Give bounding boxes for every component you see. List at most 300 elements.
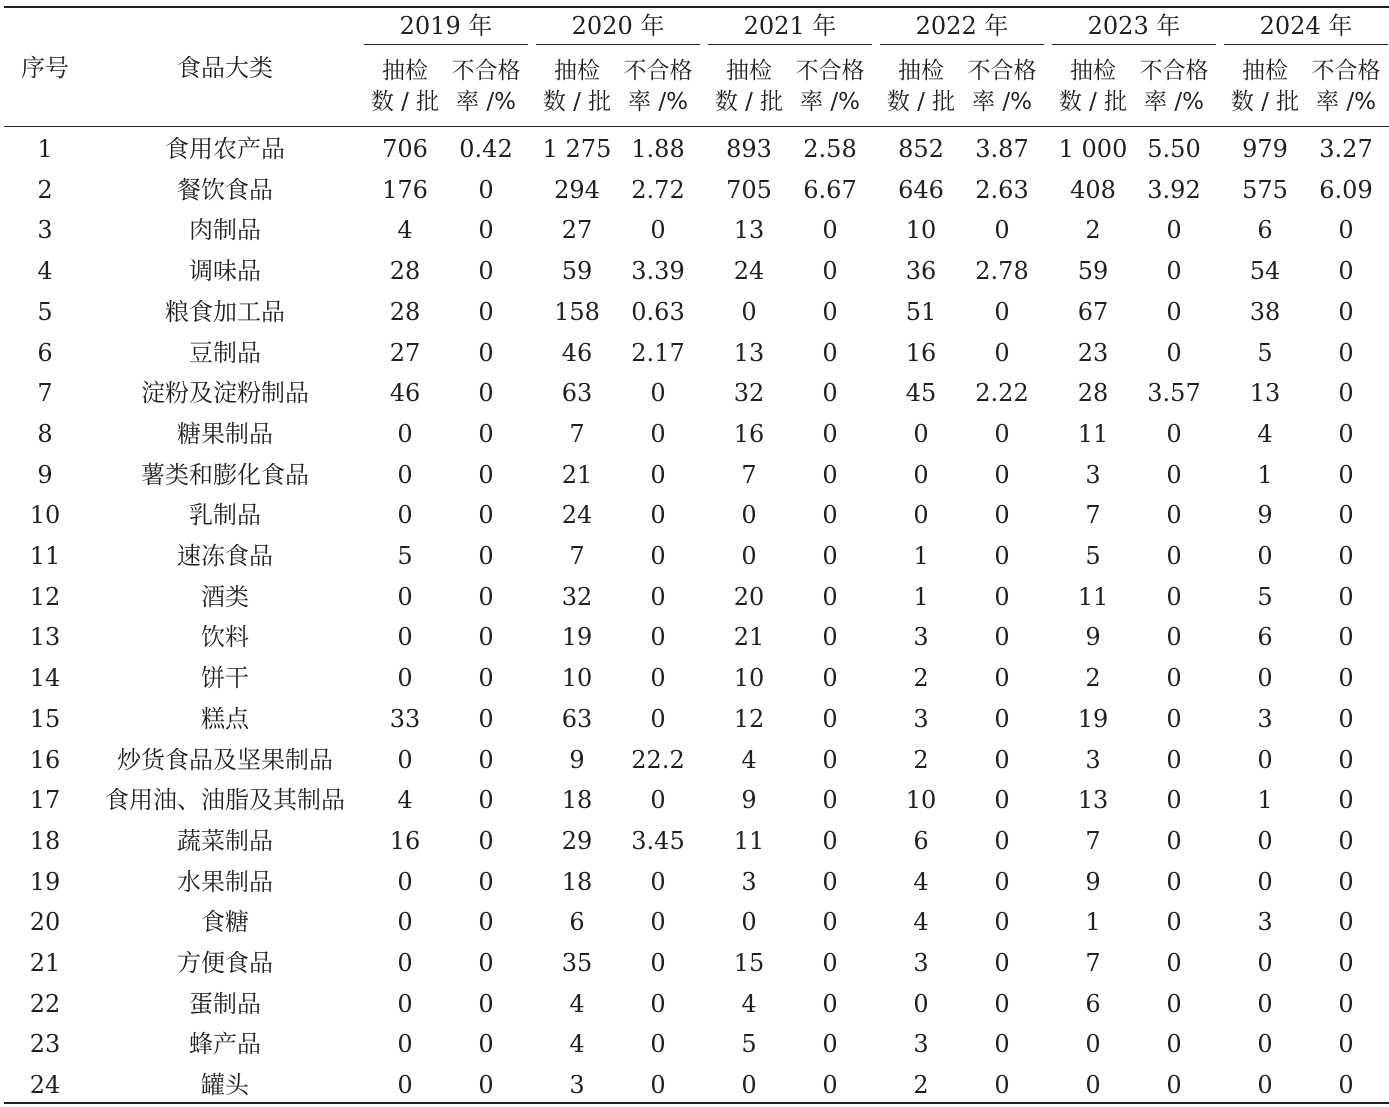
cell-fail-rate: 5.50: [1147, 135, 1201, 163]
header-fail-rate-line: 率 /%: [800, 89, 860, 115]
cell-sample-count: 11: [1077, 582, 1109, 611]
cell-sample-count: 29: [561, 826, 593, 855]
cell-fail-rate: 0: [650, 786, 666, 815]
row-index: 21: [29, 949, 61, 977]
row-index: 9: [37, 460, 53, 489]
header-sample-count: [715, 56, 783, 118]
cell-sample-count: 45: [905, 379, 937, 408]
cell-sample-count: 20: [733, 582, 765, 611]
cell-sample-count: 1: [913, 582, 929, 611]
header-year: 2024 年: [1259, 12, 1353, 40]
cell-fail-rate: 3.87: [975, 135, 1029, 163]
row-category: 豆制品: [189, 338, 261, 367]
cell-fail-rate: 3.92: [1147, 175, 1201, 204]
cell-sample-count: 2: [1085, 664, 1101, 693]
cell-sample-count: 9: [1257, 501, 1273, 530]
cell-fail-rate: 0: [478, 949, 494, 977]
row-index: 2: [37, 175, 53, 204]
cell-sample-count: 11: [733, 826, 765, 855]
cell-fail-rate: 0: [478, 501, 494, 530]
cell-fail-rate: 2.78: [975, 257, 1029, 286]
cell-fail-rate: 0: [478, 989, 494, 1018]
row-index: 14: [29, 664, 61, 693]
cell-sample-count: 12: [733, 704, 765, 733]
header-fail-rate-line: 不合格: [795, 58, 865, 84]
header-sample-count: [1231, 56, 1299, 118]
row-index: 5: [37, 297, 53, 326]
row-category: 方便食品: [177, 949, 273, 977]
cell-fail-rate: 0: [1338, 826, 1354, 855]
cell-fail-rate: 2.17: [631, 338, 685, 367]
cell-sample-count: 158: [554, 297, 600, 326]
cell-sample-count: 16: [733, 419, 765, 448]
cell-fail-rate: 0: [994, 908, 1010, 937]
cell-sample-count: 0: [397, 1071, 413, 1100]
cell-sample-count: 1 000: [1058, 135, 1128, 163]
header-sample-count: [543, 56, 611, 118]
cell-sample-count: 13: [1249, 379, 1281, 408]
header-index: 序号: [21, 54, 69, 82]
cell-sample-count: 2: [1085, 216, 1101, 245]
cell-sample-count: 705: [726, 175, 772, 204]
cell-sample-count: 4: [913, 867, 929, 896]
row-category: 饮料: [201, 623, 249, 652]
header-fail-rate-line: 率 /%: [456, 89, 516, 115]
cell-fail-rate: 0: [994, 1030, 1010, 1059]
cell-fail-rate: 0: [1338, 989, 1354, 1018]
header-year: 2019 年: [399, 12, 493, 40]
row-index: 15: [29, 704, 61, 733]
cell-fail-rate: 0: [1338, 297, 1354, 326]
cell-fail-rate: 0: [1166, 949, 1182, 977]
cell-fail-rate: 0: [478, 542, 494, 570]
row-category: 淀粉及淀粉制品: [141, 379, 309, 408]
cell-sample-count: 63: [561, 704, 593, 733]
cell-fail-rate: 6.67: [803, 175, 857, 204]
cell-fail-rate: 0: [1338, 908, 1354, 937]
year-underline: [1224, 44, 1388, 45]
cell-fail-rate: 0: [478, 297, 494, 326]
cell-fail-rate: 0: [478, 1030, 494, 1059]
row-category: 食用农产品: [165, 135, 285, 163]
header-fail-rate: [968, 56, 1037, 118]
cell-fail-rate: 0: [994, 338, 1010, 367]
cell-sample-count: 4: [1257, 419, 1273, 448]
row-category: 糖果制品: [177, 419, 273, 448]
cell-fail-rate: 3.39: [631, 257, 685, 286]
cell-fail-rate: 0: [650, 704, 666, 733]
cell-fail-rate: 0: [994, 989, 1010, 1018]
cell-sample-count: 24: [561, 501, 593, 530]
cell-fail-rate: 0: [1338, 216, 1354, 245]
cell-fail-rate: 0: [994, 582, 1010, 611]
cell-sample-count: 4: [569, 989, 585, 1018]
cell-fail-rate: 0: [822, 704, 838, 733]
cell-fail-rate: 0: [994, 1071, 1010, 1100]
cell-fail-rate: 0: [1166, 1071, 1182, 1100]
cell-sample-count: 19: [1077, 704, 1109, 733]
cell-fail-rate: 3.45: [631, 826, 685, 855]
cell-sample-count: 10: [561, 664, 593, 693]
header-sample-count-line: 抽检: [554, 58, 600, 84]
row-index: 4: [37, 257, 53, 286]
cell-fail-rate: 0: [1166, 908, 1182, 937]
cell-sample-count: 3: [1257, 704, 1273, 733]
row-category: 肉制品: [189, 216, 261, 245]
header-category: 食品大类: [177, 54, 273, 82]
row-category: 饼干: [201, 664, 249, 693]
cell-sample-count: 4: [741, 989, 757, 1018]
cell-sample-count: 4: [741, 745, 757, 774]
cell-sample-count: 46: [389, 379, 421, 408]
row-index: 12: [29, 582, 61, 611]
cell-sample-count: 5: [1257, 338, 1273, 367]
cell-sample-count: 32: [561, 582, 593, 611]
cell-sample-count: 9: [1085, 867, 1101, 896]
header-fail-rate-line: 率 /%: [1316, 89, 1376, 115]
cell-fail-rate: 0: [994, 867, 1010, 896]
cell-fail-rate: 0: [650, 216, 666, 245]
cell-fail-rate: 0: [650, 419, 666, 448]
cell-sample-count: 5: [741, 1030, 757, 1059]
cell-fail-rate: 0: [1166, 297, 1182, 326]
cell-fail-rate: 0: [822, 582, 838, 611]
cell-sample-count: 0: [397, 501, 413, 530]
cell-fail-rate: 0: [650, 1071, 666, 1100]
cell-fail-rate: 0: [1338, 460, 1354, 489]
cell-sample-count: 2: [913, 1071, 929, 1100]
cell-sample-count: 9: [741, 786, 757, 815]
row-index: 18: [29, 826, 61, 855]
cell-sample-count: 0: [1257, 664, 1273, 693]
cell-sample-count: 4: [913, 908, 929, 937]
cell-fail-rate: 0: [1166, 786, 1182, 815]
cell-fail-rate: 0: [822, 867, 838, 896]
cell-fail-rate: 0: [1166, 542, 1182, 570]
cell-fail-rate: 0: [478, 908, 494, 937]
cell-sample-count: 0: [397, 745, 413, 774]
header-sample-count-line: 数 / 批: [1058, 89, 1128, 115]
cell-sample-count: 0: [913, 460, 929, 489]
cell-fail-rate: 0: [1166, 664, 1182, 693]
cell-fail-rate: 0: [478, 786, 494, 815]
cell-sample-count: 10: [905, 216, 937, 245]
header-year: 2022 年: [915, 12, 1009, 40]
cell-sample-count: 0: [741, 908, 757, 937]
cell-sample-count: 16: [389, 826, 421, 855]
cell-sample-count: 6: [1085, 989, 1101, 1018]
year-underline: [1052, 44, 1216, 45]
cell-fail-rate: 0: [478, 419, 494, 448]
cell-fail-rate: 0: [1166, 867, 1182, 896]
cell-sample-count: 19: [561, 623, 593, 652]
cell-fail-rate: 0: [1338, 745, 1354, 774]
cell-sample-count: 3: [569, 1071, 585, 1100]
cell-fail-rate: 2.63: [975, 175, 1029, 204]
cell-fail-rate: 0: [994, 704, 1010, 733]
cell-fail-rate: 0: [822, 623, 838, 652]
header-sample-count: [371, 56, 439, 118]
header-sample-count-line: 数 / 批: [370, 89, 440, 115]
cell-fail-rate: 0: [994, 419, 1010, 448]
cell-sample-count: 2: [913, 664, 929, 693]
cell-fail-rate: 0: [994, 786, 1010, 815]
row-category: 炒货食品及坚果制品: [117, 745, 333, 774]
cell-sample-count: 0: [397, 664, 413, 693]
row-index: 7: [37, 379, 53, 408]
cell-fail-rate: 2.22: [975, 379, 1029, 408]
cell-fail-rate: 0: [1338, 419, 1354, 448]
cell-sample-count: 0: [397, 582, 413, 611]
cell-sample-count: 27: [561, 216, 593, 245]
cell-sample-count: 13: [733, 338, 765, 367]
cell-sample-count: 16: [905, 338, 937, 367]
cell-sample-count: 6: [1257, 216, 1273, 245]
cell-sample-count: 0: [913, 989, 929, 1018]
cell-sample-count: 15: [733, 949, 765, 977]
cell-fail-rate: 22.2: [631, 745, 685, 774]
cell-sample-count: 0: [397, 623, 413, 652]
cell-sample-count: 46: [561, 338, 593, 367]
cell-sample-count: 0: [1257, 826, 1273, 855]
cell-sample-count: 4: [397, 786, 413, 815]
row-category: 酒类: [201, 582, 249, 611]
header-fail-rate-line: 率 /%: [972, 89, 1032, 115]
cell-fail-rate: 0: [822, 908, 838, 937]
cell-fail-rate: 0: [650, 460, 666, 489]
cell-sample-count: 0: [1257, 867, 1273, 896]
cell-fail-rate: 0: [478, 704, 494, 733]
row-index: 11: [29, 542, 61, 570]
cell-sample-count: 11: [1077, 419, 1109, 448]
cell-sample-count: 2: [913, 745, 929, 774]
row-category: 蜂产品: [189, 1030, 261, 1059]
cell-fail-rate: 0: [994, 949, 1010, 977]
cell-fail-rate: 0: [478, 257, 494, 286]
cell-fail-rate: 0: [1338, 704, 1354, 733]
cell-sample-count: 294: [554, 175, 600, 204]
cell-sample-count: 0: [397, 867, 413, 896]
row-index: 17: [29, 786, 61, 815]
year-underline: [536, 44, 700, 45]
cell-fail-rate: 0: [994, 664, 1010, 693]
cell-fail-rate: 0: [994, 216, 1010, 245]
cell-sample-count: 0: [1257, 989, 1273, 1018]
cell-fail-rate: 0: [1166, 704, 1182, 733]
cell-sample-count: 0: [741, 1071, 757, 1100]
cell-sample-count: 24: [733, 257, 765, 286]
cell-fail-rate: 6.09: [1319, 175, 1373, 204]
cell-fail-rate: 0: [822, 216, 838, 245]
cell-fail-rate: 0: [1166, 216, 1182, 245]
header-fail-rate: [624, 56, 693, 118]
cell-sample-count: 7: [1085, 501, 1101, 530]
cell-sample-count: 63: [561, 379, 593, 408]
cell-sample-count: 28: [389, 257, 421, 286]
row-index: 6: [37, 338, 53, 367]
row-index: 16: [29, 745, 61, 774]
cell-sample-count: 0: [1257, 542, 1273, 570]
cell-sample-count: 5: [397, 542, 413, 570]
row-category: 薯类和膨化食品: [141, 460, 309, 489]
cell-sample-count: 7: [1085, 826, 1101, 855]
cell-fail-rate: 0: [650, 542, 666, 570]
row-category: 糕点: [201, 704, 249, 733]
cell-fail-rate: 0: [822, 989, 838, 1018]
cell-sample-count: 67: [1077, 297, 1109, 326]
cell-fail-rate: 0: [1166, 338, 1182, 367]
header-fail-rate-line: 率 /%: [1144, 89, 1204, 115]
cell-sample-count: 51: [905, 297, 937, 326]
cell-fail-rate: 0: [478, 175, 494, 204]
cell-sample-count: 32: [733, 379, 765, 408]
cell-fail-rate: 2.58: [803, 135, 857, 163]
cell-sample-count: 0: [1257, 745, 1273, 774]
row-index: 20: [29, 908, 61, 937]
cell-fail-rate: 0: [994, 542, 1010, 570]
header-sample-count-line: 数 / 批: [714, 89, 784, 115]
cell-fail-rate: 0: [1166, 826, 1182, 855]
cell-sample-count: 7: [569, 419, 585, 448]
cell-sample-count: 0: [913, 501, 929, 530]
header-sample-count-line: 抽检: [726, 58, 772, 84]
header-year: 2020 年: [571, 12, 665, 40]
cell-sample-count: 979: [1242, 135, 1288, 163]
header-year: 2021 年: [743, 12, 837, 40]
cell-fail-rate: 0: [650, 664, 666, 693]
row-index: 10: [29, 501, 61, 530]
cell-sample-count: 35: [561, 949, 593, 977]
row-category: 速冻食品: [177, 542, 273, 570]
cell-fail-rate: 0: [1338, 338, 1354, 367]
cell-fail-rate: 0: [994, 745, 1010, 774]
cell-sample-count: 176: [382, 175, 428, 204]
cell-sample-count: 28: [1077, 379, 1109, 408]
cell-fail-rate: 0: [478, 745, 494, 774]
cell-fail-rate: 0: [650, 501, 666, 530]
row-category: 餐饮食品: [177, 175, 273, 204]
header-fail-rate: [452, 56, 521, 118]
row-index: 8: [37, 419, 53, 448]
cell-sample-count: 3: [913, 1030, 929, 1059]
header-sample-count-line: 数 / 批: [886, 89, 956, 115]
cell-sample-count: 59: [561, 257, 593, 286]
cell-fail-rate: 0: [478, 623, 494, 652]
cell-sample-count: 27: [389, 338, 421, 367]
cell-sample-count: 1: [913, 542, 929, 570]
cell-sample-count: 0: [741, 297, 757, 326]
cell-fail-rate: 0: [822, 1071, 838, 1100]
cell-sample-count: 3: [913, 949, 929, 977]
header-bottom-rule: [4, 126, 1389, 127]
cell-fail-rate: 0: [822, 257, 838, 286]
cell-sample-count: 18: [561, 786, 593, 815]
cell-sample-count: 28: [389, 297, 421, 326]
cell-sample-count: 0: [397, 949, 413, 977]
cell-fail-rate: 0.42: [459, 135, 513, 163]
cell-sample-count: 706: [382, 135, 428, 163]
cell-sample-count: 18: [561, 867, 593, 896]
header-fail-rate-line: 不合格: [967, 58, 1037, 84]
cell-fail-rate: 0: [822, 297, 838, 326]
cell-sample-count: 3: [913, 623, 929, 652]
cell-fail-rate: 0: [1338, 786, 1354, 815]
cell-fail-rate: 0: [650, 623, 666, 652]
header-fail-rate-line: 不合格: [1311, 58, 1381, 84]
row-index: 24: [29, 1071, 61, 1100]
cell-fail-rate: 0: [1166, 623, 1182, 652]
cell-sample-count: 6: [569, 908, 585, 937]
cell-sample-count: 0: [741, 542, 757, 570]
cell-sample-count: 33: [389, 704, 421, 733]
cell-fail-rate: 0: [1338, 501, 1354, 530]
cell-sample-count: 13: [1077, 786, 1109, 815]
cell-fail-rate: 0: [822, 1030, 838, 1059]
cell-fail-rate: 0: [1166, 460, 1182, 489]
row-category: 食糖: [201, 908, 249, 937]
cell-fail-rate: 2.72: [631, 175, 685, 204]
header-year: 2023 年: [1087, 12, 1181, 40]
cell-sample-count: 0: [397, 460, 413, 489]
row-index: 19: [29, 867, 61, 896]
cell-sample-count: 5: [1085, 542, 1101, 570]
cell-fail-rate: 0: [1338, 867, 1354, 896]
cell-sample-count: 1: [1257, 786, 1273, 815]
cell-fail-rate: 0: [650, 867, 666, 896]
table-bottom-rule: [4, 1102, 1389, 1104]
cell-sample-count: 0: [1085, 1030, 1101, 1059]
cell-fail-rate: 0: [1338, 582, 1354, 611]
row-category: 水果制品: [177, 867, 273, 896]
header-fail-rate-line: 不合格: [623, 58, 693, 84]
row-category: 蛋制品: [189, 989, 261, 1018]
cell-fail-rate: 0: [822, 786, 838, 815]
header-sample-count-line: 数 / 批: [1230, 89, 1300, 115]
cell-fail-rate: 0: [1338, 1071, 1354, 1100]
row-category: 蔬菜制品: [177, 826, 273, 855]
row-category: 调味品: [189, 257, 261, 286]
header-fail-rate: [1312, 56, 1381, 118]
cell-fail-rate: 1.88: [631, 135, 685, 163]
cell-sample-count: 0: [1257, 1071, 1273, 1100]
cell-sample-count: 13: [733, 216, 765, 245]
cell-sample-count: 0: [397, 1030, 413, 1059]
cell-fail-rate: 0: [822, 338, 838, 367]
cell-sample-count: 10: [733, 664, 765, 693]
cell-fail-rate: 0: [822, 664, 838, 693]
cell-sample-count: 646: [898, 175, 944, 204]
cell-sample-count: 4: [569, 1030, 585, 1059]
header-sample-count: [1059, 56, 1127, 118]
row-index: 23: [29, 1030, 61, 1059]
cell-fail-rate: 0: [650, 582, 666, 611]
cell-sample-count: 7: [569, 542, 585, 570]
cell-fail-rate: 0: [994, 826, 1010, 855]
cell-sample-count: 0: [397, 908, 413, 937]
cell-sample-count: 9: [569, 745, 585, 774]
cell-sample-count: 575: [1242, 175, 1288, 204]
cell-fail-rate: 0: [478, 582, 494, 611]
cell-fail-rate: 0: [1338, 1030, 1354, 1059]
cell-sample-count: 0: [397, 419, 413, 448]
cell-fail-rate: 0: [822, 419, 838, 448]
cell-fail-rate: 0: [1338, 257, 1354, 286]
cell-sample-count: 1: [1257, 460, 1273, 489]
cell-fail-rate: 0: [650, 1030, 666, 1059]
row-index: 3: [37, 216, 53, 245]
cell-fail-rate: 0: [1338, 664, 1354, 693]
cell-sample-count: 4: [397, 216, 413, 245]
